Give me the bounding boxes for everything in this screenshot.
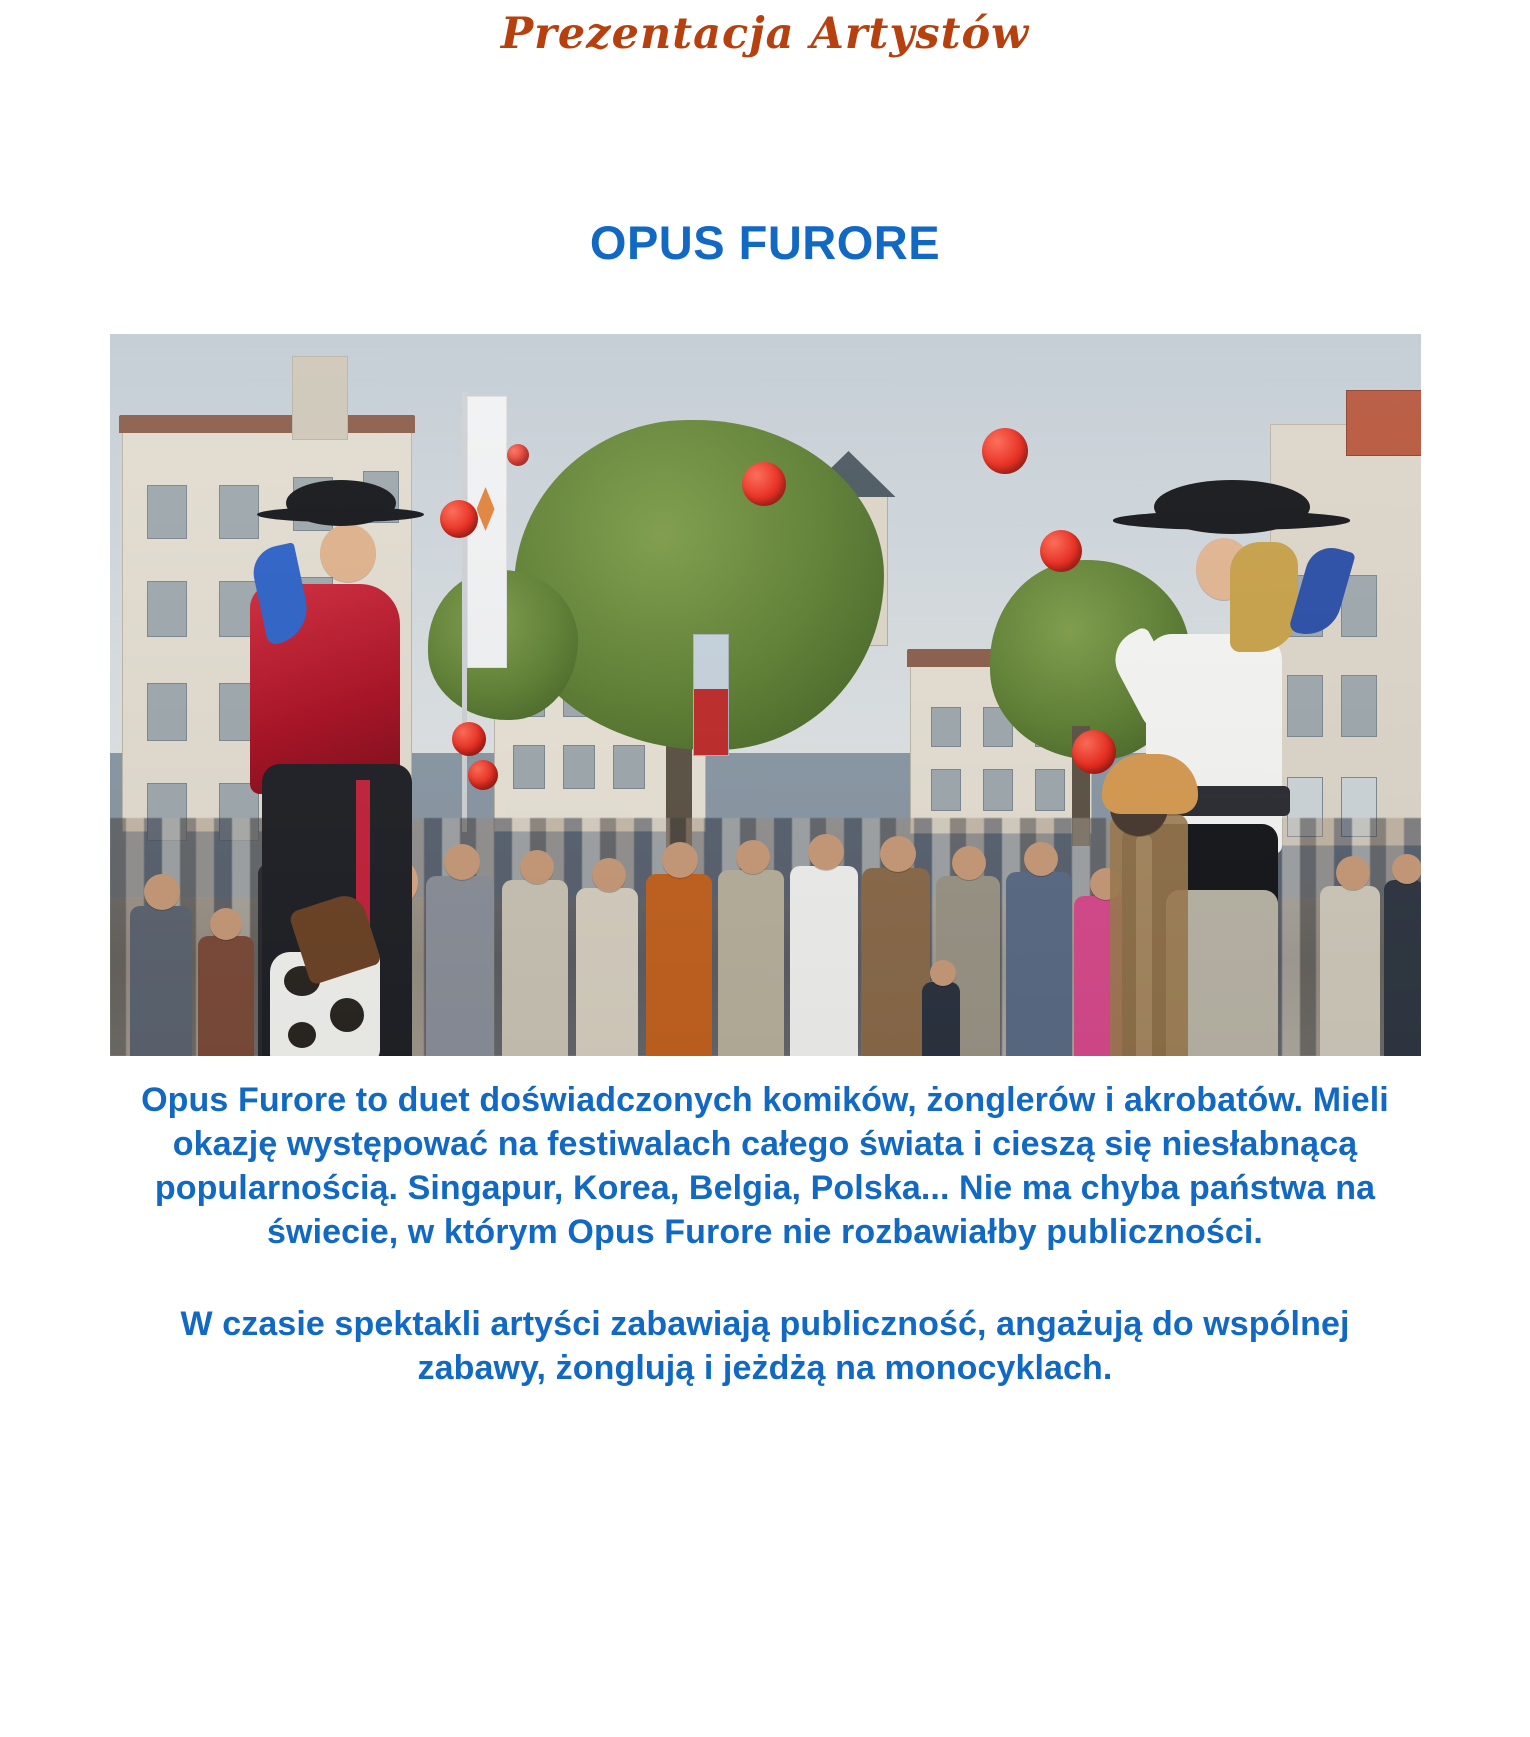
description-paragraph-1: Opus Furore to duet doświadczonych komików, żonglerów i akrobatów. Mieli okazję występować na festiwalach całego świata i cieszą się niesłabnącą popularnością. Singapur, Korea, Belgia, Polska... Nie ma chyba państwa na świecie, w którym Opus Furore nie rozbawiałby publiczności. (141, 1081, 1389, 1251)
window (983, 769, 1013, 811)
performance-photo (110, 334, 1421, 1056)
window (613, 745, 645, 789)
window (563, 745, 595, 789)
artist-name: OPUS FURORE (589, 216, 941, 269)
base-performer-body (1110, 814, 1188, 1056)
spectator-head (662, 842, 698, 878)
window (931, 707, 961, 747)
artist-description (135, 1078, 1395, 1390)
spectator-head (1392, 854, 1421, 884)
window (1287, 675, 1323, 737)
page-title: Prezentacja Artystów (500, 9, 1030, 59)
cowboy-hat (286, 480, 396, 526)
street-banner (693, 634, 729, 756)
window (147, 683, 187, 741)
window (147, 485, 187, 539)
juggling-ball (452, 722, 486, 756)
cow-spot (330, 998, 364, 1032)
building-right (1270, 424, 1421, 846)
spectator (198, 936, 254, 1056)
window (147, 581, 187, 637)
spectator (502, 880, 568, 1056)
spectator-head (880, 836, 916, 872)
spectator-head (1336, 856, 1370, 890)
spectator-head (144, 874, 180, 910)
juggling-ball (742, 462, 786, 506)
juggling-ball (1040, 530, 1082, 572)
window (513, 745, 545, 789)
spectator (130, 906, 192, 1056)
hat-brim (1113, 511, 1350, 529)
chimney-dormer (292, 356, 348, 440)
juggling-ball (507, 444, 529, 466)
cowboy-hat (1154, 480, 1310, 534)
document-header (0, 0, 1530, 70)
artist-name-block (0, 218, 1530, 268)
juggling-ball (1072, 730, 1116, 774)
window (931, 769, 961, 811)
spectator (576, 888, 638, 1056)
spectator (426, 876, 494, 1056)
wig (1102, 754, 1198, 814)
spectator (718, 870, 784, 1056)
window (1035, 769, 1065, 811)
juggling-ball (468, 760, 498, 790)
window (219, 485, 259, 539)
roof-right (1346, 390, 1421, 456)
photo-canvas (110, 334, 1421, 1056)
spectator-head (210, 908, 242, 940)
spectator-head (736, 840, 770, 874)
flag-emblem (477, 487, 495, 531)
spectator (1006, 872, 1072, 1056)
spectator-head (592, 858, 626, 892)
spectator (790, 866, 858, 1056)
spectator-head (1024, 842, 1058, 876)
spectator-head (952, 846, 986, 880)
description-paragraph-2: W czasie spektakli artyści zabawiają publiczność, angażują do wspólnej zabawy, żonglują i jeżdżą na monocyklach. (180, 1305, 1350, 1387)
spectator (1384, 880, 1421, 1056)
spectator-head (520, 850, 554, 884)
long-hair (1230, 542, 1298, 652)
child-head (930, 960, 956, 986)
window (1341, 675, 1377, 737)
juggling-ball (440, 500, 478, 538)
juggling-ball (982, 428, 1028, 474)
cow-spot (288, 1022, 316, 1048)
performer-head (320, 524, 376, 582)
spectator-head (444, 844, 480, 880)
spectator-head (808, 834, 844, 870)
spectator (646, 874, 712, 1056)
child-spectator (922, 982, 960, 1056)
spectator (862, 868, 930, 1056)
spectator (1320, 886, 1380, 1056)
